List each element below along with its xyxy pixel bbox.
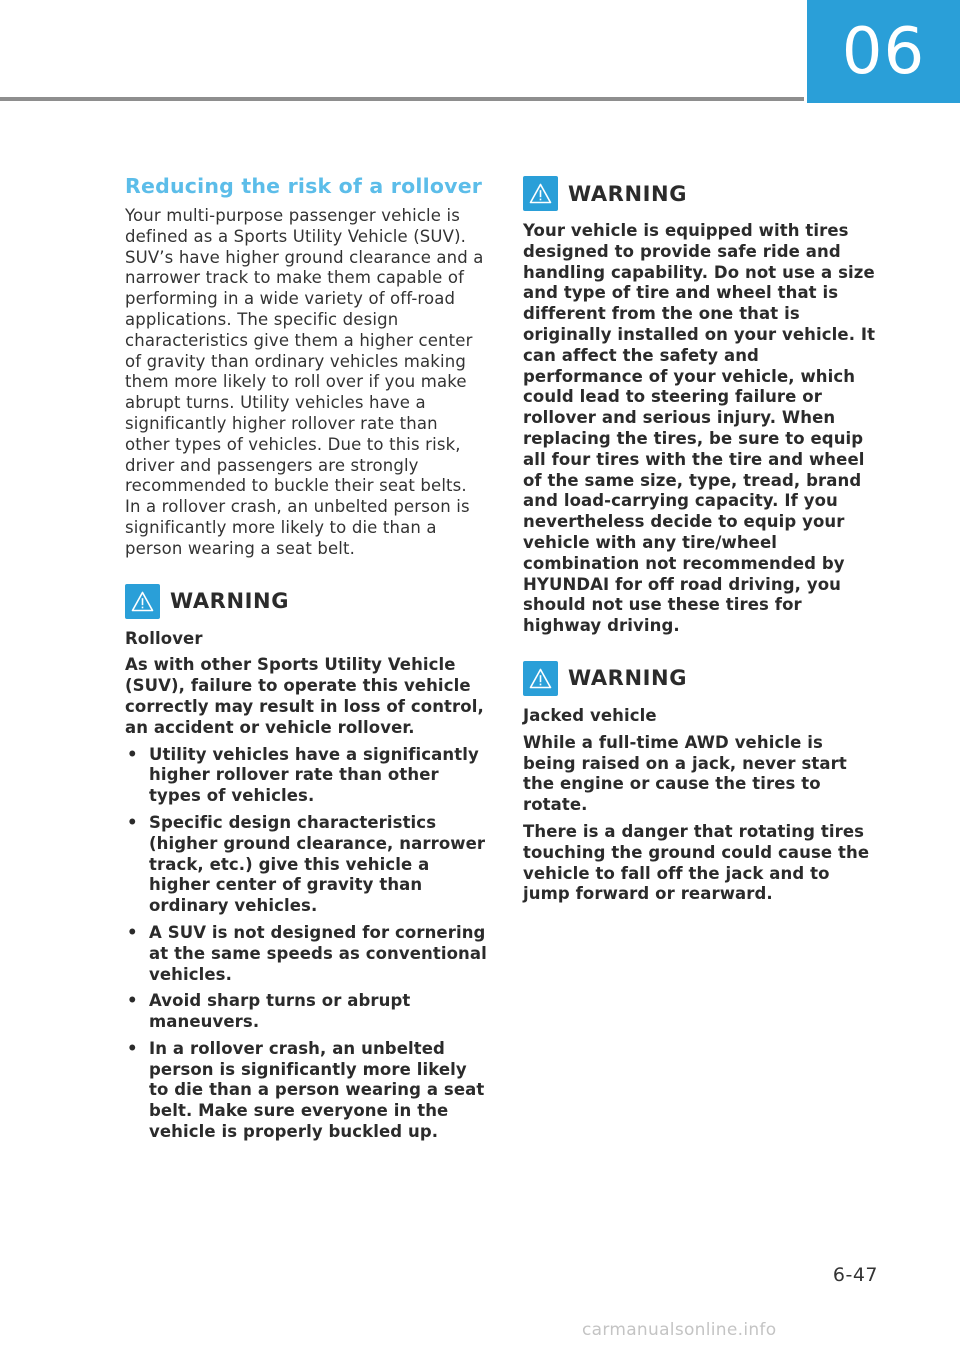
warning-triangle-icon — [523, 661, 558, 696]
warning-triangle-icon — [125, 584, 160, 619]
warning-label: WARNING — [568, 181, 688, 206]
warning-header — [125, 584, 487, 619]
chapter-tab — [807, 0, 960, 103]
bullet-item: • Utility vehicles have a significantly higher rollover rate than other types of vehicles. — [125, 745, 487, 807]
intro-paragraph: Your multi-purpose passenger vehicle is defined as a Sports Utility Vehicle (SUV). SUV’s have higher ground clearance and a narrower track to make them capable of performing in a wide variety of off-road applications. The specific design characteristics give them a higher center of gravity than ordinary vehicles making them more likely to roll over if you make abrupt turns. Utility vehicles have a significantly higher rollover rate than other types of vehicles. Due to this risk, driver and passengers are strongly recommended to buckle their seat belts. In a rollover crash, an unbelted person is significantly more likely to die than a person wearing a seat belt. — [125, 206, 484, 558]
right-column — [523, 176, 878, 911]
warning-text: Your vehicle is equipped with tires designed to provide safe ride and handling capability. Do not use a size and type of tire and wheel that is different from the one that is originally installed on your vehicle. It can affect the safety and performance of your vehicle, which could lead to steering failure or rollover and serious injury. When replacing the tires, be sure to equip all four tires with the tire and wheel of the same size, type, tread, brand and load-carrying capacity. If you nevertheless decide to equip your vehicle with any tire/wheel combination not recommended by HYUNDAI for off road driving, you should not use these tires for highway driving. — [523, 221, 876, 636]
warning-header — [523, 176, 878, 211]
warning-text: While a full-time AWD vehicle is being raised on a jack, never start the engine or cause the tires to rotate. — [523, 732, 847, 815]
warning-header — [523, 661, 878, 696]
watermark: carmanualsonline.info — [582, 1320, 777, 1340]
chapter-number: 06 — [841, 14, 926, 89]
left-column — [125, 172, 487, 1149]
section-title: Reducing the risk of a rollover — [125, 174, 483, 198]
warning-subtitle: Rollover — [125, 628, 203, 648]
bullet-item: • In a rollover crash, an unbelted person is significantly more likely to die than a person wearing a seat belt. Make sure everyone in the vehicle is properly buckled up. — [125, 1039, 487, 1143]
warning-bullets — [125, 745, 487, 1143]
warning-label: WARNING — [568, 666, 688, 691]
bullet-item: • Specific design characteristics (higher ground clearance, narrower track, etc.) give this vehicle a higher center of gravity than ordinary vehicles. — [125, 813, 487, 917]
jacked-vehicle-warning — [523, 661, 878, 905]
page-number: 6-47 — [832, 1264, 878, 1286]
warning-text: As with other Sports Utility Vehicle (SUV), failure to operate this vehicle correctly may result in loss of control, an accident or vehicle rollover. — [125, 655, 484, 737]
warning-triangle-icon — [523, 176, 558, 211]
warning-label: WARNING — [170, 589, 290, 614]
warning-text: There is a danger that rotating tires touching the ground could cause the vehicle to fall off the jack and to jump forward or rearward. — [523, 821, 870, 904]
tire-warning — [523, 176, 878, 637]
rollover-warning — [125, 584, 487, 1143]
bullet-item: • Avoid sharp turns or abrupt maneuvers. — [125, 991, 487, 1033]
header-rule — [0, 97, 804, 101]
bullet-item: • A SUV is not designed for cornering at the same speeds as conventional vehicles. — [125, 923, 487, 985]
warning-subtitle: Jacked vehicle — [523, 705, 657, 725]
